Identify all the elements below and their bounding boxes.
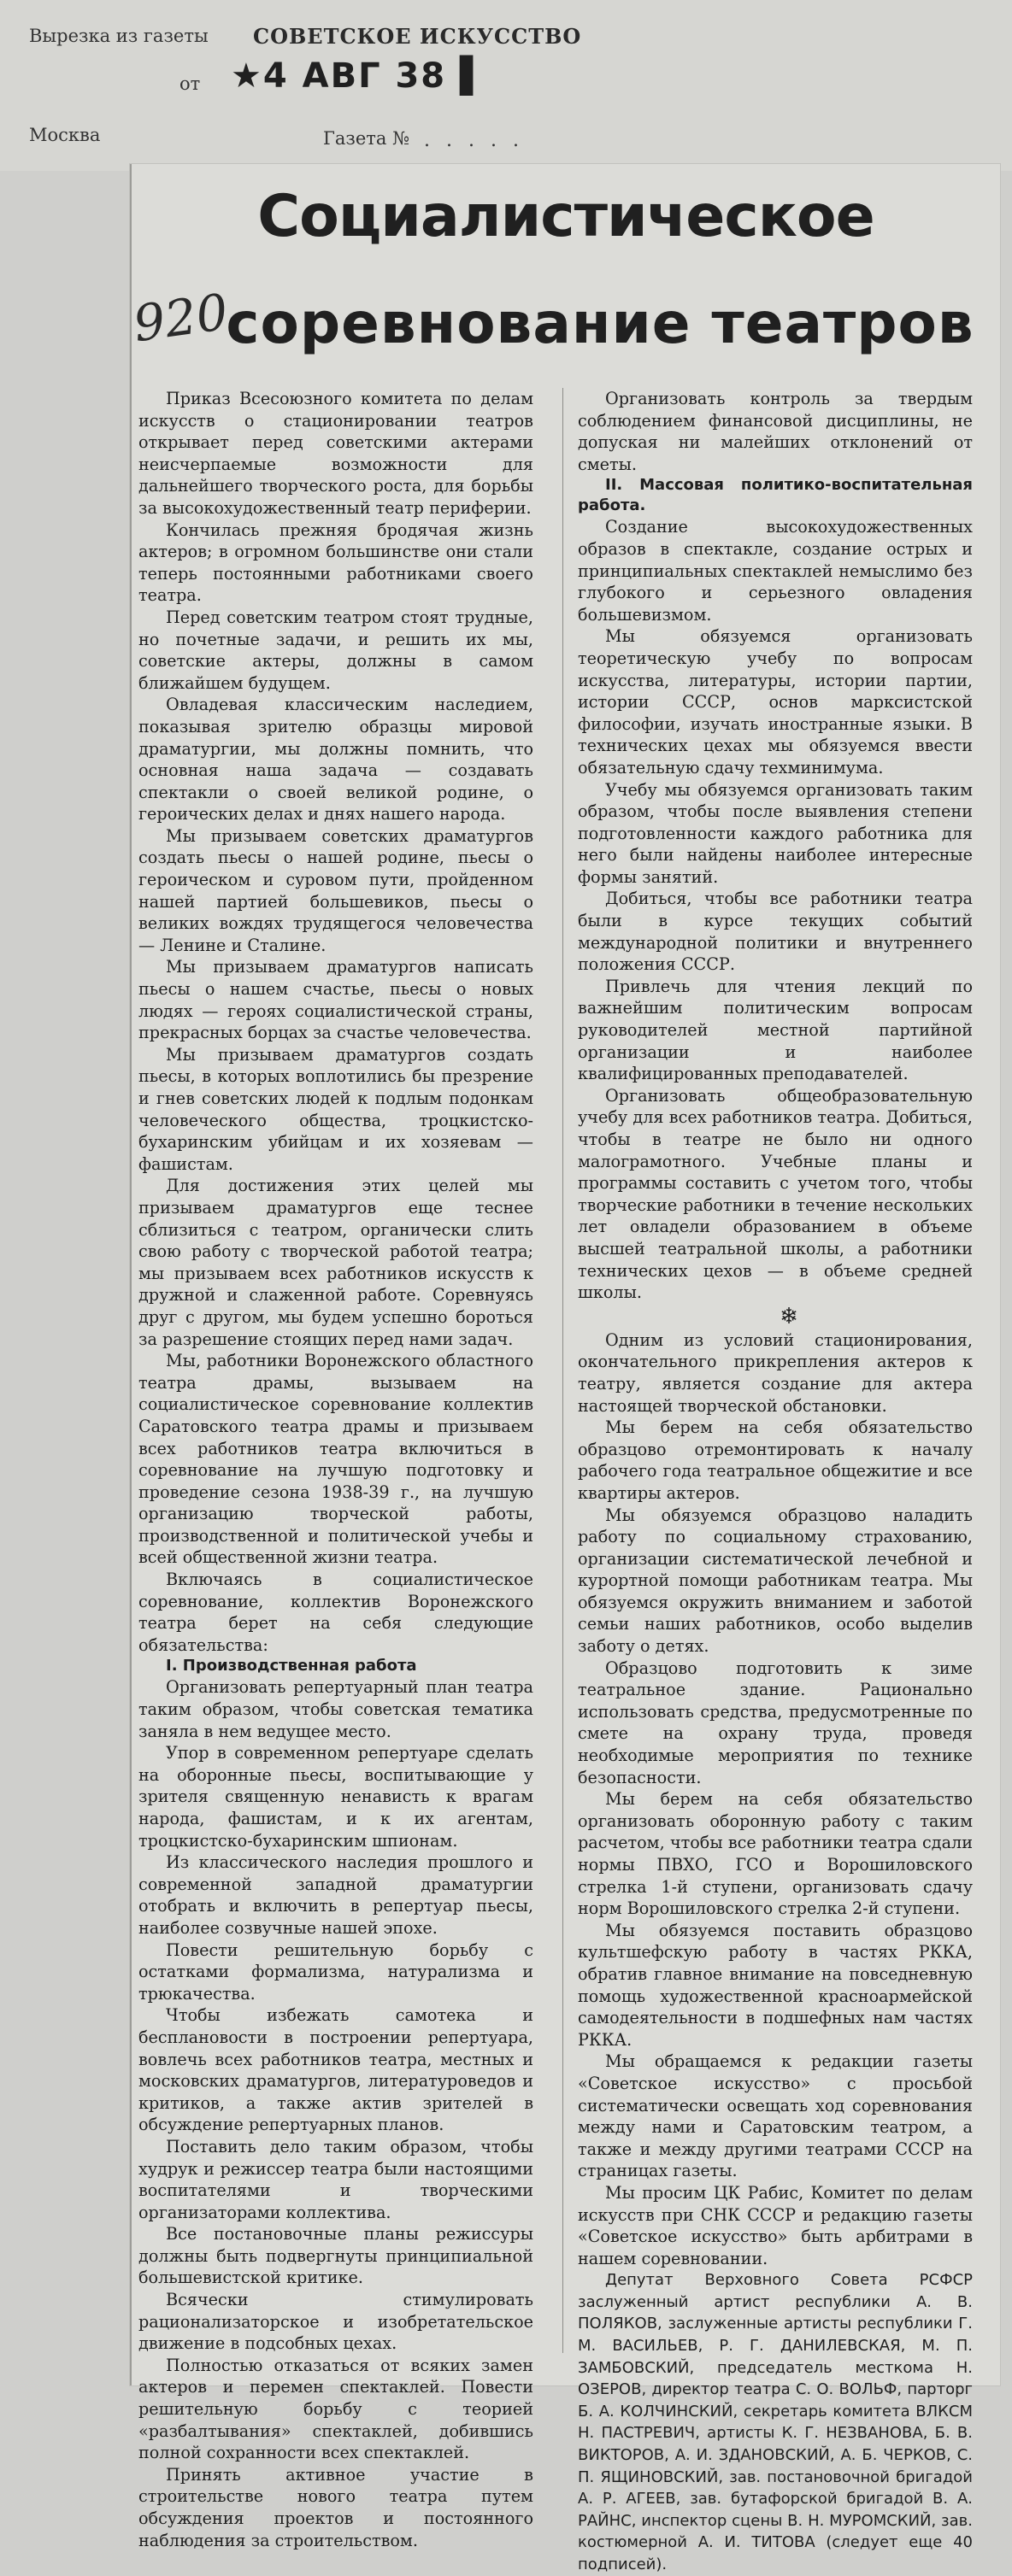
stamp-star-icon: ★ xyxy=(231,56,263,96)
paragraph: Мы призываем советских драматургов создать пьесы о нашей родине, пьесы о героическом и суровом пути, пройденном нашей партией большевиков, пьесы о великих вождях трудящегося человечества — Ленине и Сталине. xyxy=(138,825,533,955)
paragraph: Мы, работники Воронежского областного театра драмы, вызываем на социалистическое соревнование коллектив Саратовского театра драмы и призываем всех работников театра включиться в соревнование на лучшую подготовку и проведение сезона 1938-39 г., на лучшую организацию творческой работы, производственной и политической учебы и всей общественной жизни театра. xyxy=(138,1351,533,1568)
paragraph: Перед советским театром стоят трудные, но почетные задачи, и решить их мы, советские актеры, должны в самом ближайшем будущем. xyxy=(138,607,533,693)
paragraph: Приказ Всесоюзного комитета по делам искусств о стационировании театров открывает перед советскими актерами неисчерпаемые возможности для дальнейшего творческого роста, для борьбы за высокохудожественный театр периферии. xyxy=(138,389,533,518)
article-column-left xyxy=(138,388,533,2551)
paragraph: Мы берем на себя обязательство организовать оборонную работу с таким расчетом, чтобы все работники театра сдали нормы ПВХО, ГСО и Ворошиловского стрелка 1-й ступени, организовать сдачу норм Ворошиловского стрелка 2-й ступени. xyxy=(578,1789,973,1919)
newspaper-name: СОВЕТСКОЕ ИСКУССТВО xyxy=(253,24,582,49)
city: Москва xyxy=(29,125,101,145)
snowflake-divider-icon: ❄ xyxy=(780,1303,798,1329)
paragraph: Упор в современном репертуаре сделать на оборонные пьесы, воспитывающие у зрителя священную ненависть к врагам народа, фашистам, и к их агентам, троцкистско-бухаринским шпионам. xyxy=(138,1743,533,1851)
paragraph: Овладевая классическим наследием, показывая зрителю образцы мировой драматургии, мы должны помнить, что основная наша задача — создавать спектакли о своей великой родине, о героических делах и днях нашего народа. xyxy=(138,695,533,824)
paragraph: Привлечь для чтения лекций по важнейшим политическим вопросам руководителей местной партийной организации и наиболее квалифицированных преподавателей. xyxy=(578,976,973,1084)
paragraph: Мы берем на себя обязательство образцово отремонтировать к началу рабочего года театральное общежитие и все квартиры актеров. xyxy=(578,1417,973,1503)
paragraph: Добиться, чтобы все работники театра были в курсе текущих событий международной политики и внутреннего положения СССР. xyxy=(578,889,973,975)
paragraph: Образцово подготовить к зиме театральное здание. Рационально использовать средства, предусмотренные по смете на охрану труда, проведя необходимые мероприятия по технике безопасности. xyxy=(578,1658,973,1787)
paragraph: Мы обязуемся организовать теоретическую учебу по вопросам искусства, литературы, истории партии, истории СССР, основ марксистской философии, изучать иностранные языки. В технических цехах мы обязуемся ввести обязательную сдачу техминимума. xyxy=(578,626,973,777)
label-clipping: Вырезка из газеты xyxy=(29,26,209,46)
paragraph: Повести решительную борьбу с остатками формализма, натурализма и трюкачества. xyxy=(138,1939,533,2004)
paragraph: Организовать репертуарный план театра таким образом, чтобы советская тематика заняла в нем ведущее место. xyxy=(138,1677,533,1741)
paragraph: Принять активное участие в строительстве нового театра путем обсуждения проектов и постоянного наблюдения за строительством. xyxy=(138,2464,533,2550)
headline-line2: соревнование театров xyxy=(226,290,974,356)
paragraph: Создание высокохудожественных образов в спектакле, создание острых и принципиальных спектаклей немыслимо без глубокого и серьезного овладения большевизмом. xyxy=(578,517,973,625)
paragraph: Мы призываем драматургов создать пьесы, в которых воплотились бы презрение и гнев советских людей к подлым подонкам человеческого общества, троцкистско-бухаринским убийцам и их хозяевам — фашистам. xyxy=(138,1044,533,1174)
label-newspaper-no: Газета № xyxy=(323,128,409,149)
signatories: Депутат Верховного Совета РСФСР заслуженный артист республики А. В. ПОЛЯКОВ, заслуженные артисты республики Г. М. ВАСИЛЬЕВ, Р. Г. ДАНИЛЕВСКАЯ, М. П. ЗАМБОВСКИЙ, председатель месткома Н. ОЗЕРОВ, директор театра С. О. ВОЛЬФ, парторг Б. А. КОЛЧИНСКИЙ, секретарь комитета ВЛКСМ Н. ПАСТРЕВИЧ, артисты К. Г. НЕЗВАНОВА, Б. В. ВИКТОРОВ, А. И. ЗДАНОВСКИЙ, А. Б. ЧЕРКОВ, С. П. ЯЩИНОВСКИЙ, зав. постановочной бригадой А. Р. АГЕЕВ, зав. бутафорской бригадой В. А. РАЙНС, инспектор сцены В. Н. МУРОМСКИЙ, зав. костюмерной А. И. ТИТОВА (следует еще 40 подписей). xyxy=(578,2271,973,2573)
paragraph: Поставить дело таким образом, чтобы худрук и режиссер театра были настоящими воспитателями и творческими организаторами коллектива. xyxy=(138,2136,533,2222)
paragraph: Мы призываем драматургов написать пьесы о нашем счастье, пьесы о новых людях — героях социалистической страны, прекрасных борцах за счастье человечества. xyxy=(138,957,533,1043)
paragraph: Все постановочные планы режиссуры должны быть подвергнуты принципиальной большевистской критике. xyxy=(138,2224,533,2288)
section-heading: I. Производственная работа xyxy=(166,1657,417,1675)
paragraph: Организовать контроль за твердым соблюдением финансовой дисциплины, не допуская ни малейших отклонений от сметы. xyxy=(578,389,973,474)
date-stamp-text: 4 АВГ 38 xyxy=(262,56,447,96)
section-heading: II. Массовая политико-воспитательная работа. xyxy=(578,476,973,515)
paragraph: Одним из условий стационирования, окончательного прикрепления актеров к театру, является создание для актера настоящей творческой обстановки. xyxy=(578,1329,973,1416)
newspaper-no: . . . . . xyxy=(424,130,524,151)
paragraph: Мы обращаемся к редакции газеты «Советское искусство» с просьбой систематически освещать ход соревнования между нами и Саратовским театром, а также и между другими театрами СССР на страницах газеты. xyxy=(578,2051,973,2181)
paragraph: Для достижения этих целей мы призываем драматургов еще теснее сблизиться с театром, органически слить свою работу с творческой работой театра; мы призываем всех работников искусств к дружной и слаженной работе. Соревнуясь друг с другом, мы будем успешно бороться за разрешение стоящих перед нами задач. xyxy=(138,1176,533,1349)
paragraph: Полностью отказаться от всяких замен актеров и перемен спектаклей. Повести решительную борьбу с теорией «разбалтывания» спектаклей, добившись полной сохранности всех спектаклей. xyxy=(138,2355,533,2463)
newspaper-clipping xyxy=(129,164,1000,2573)
stamp-bar-icon: ▌ xyxy=(446,56,488,96)
paragraph: Мы обязуемся поставить образцово культшефскую работу в частях РККА, обратив главное внимание на повседневную помощь художественной красноармейской самодеятельности в подшефных нам частях РККА. xyxy=(578,1920,973,2050)
label-from: от xyxy=(179,73,201,94)
paragraph: Мы просим ЦК Рабис, Комитет по делам искусств при СНК СССР и редакцию газеты «Советское искусство» быть арбитрами в нашем соревновании. xyxy=(578,2182,973,2268)
clipping-slip xyxy=(0,0,1012,171)
paragraph: Из классического наследия прошлого и современной западной драматургии отобрать и включить в репертуар пьесы, наиболее созвучные нашей эпохе. xyxy=(138,1852,533,1938)
paragraph: Учебу мы обязуемся организовать таким образом, чтобы после выявления степени подготовленности каждого работника для него были найдены наиболее интересные формы занятий. xyxy=(578,779,973,887)
paragraph: Чтобы избежать самотека и бесплановости в построении репертуара, вовлечь всех работников театра, местных и московских драматургов, литературоведов и критиков, а также актив зрителей в обсуждение репертуарных планов. xyxy=(138,2005,533,2135)
paragraph: Мы обязуемся образцово наладить работу по социальному страхованию, организации систематической лечебной и курортной помощи работникам театра. Мы обязуемся окружить вниманием и заботой семьи наших работников, особо выделив заботу о детях. xyxy=(578,1505,973,1657)
paragraph: Кончилась прежняя бродячая жизнь актеров; в огромном большинстве они стали теперь постоянными работниками своего театра. xyxy=(138,519,533,606)
paragraph: Всячески стимулировать рационализаторское и изобретательское движение в подсобных цехах. xyxy=(138,2290,533,2354)
date-stamp xyxy=(231,56,488,96)
column-divider xyxy=(562,388,563,2353)
handwritten-number: 920 xyxy=(129,282,232,354)
paragraph: Включаясь в социалистическое соревнование, коллектив Воронежского театра берет на себя следующие обязательства: xyxy=(138,1570,533,1655)
paragraph: Организовать общеобразовательную учебу для всех работников театра. Добиться, чтобы в театре не было ни одного малограмотного. Учебные планы и программы составить с учетом того, чтобы творческие работники в течение нескольких лет овладели образованием в объеме высшей театральной школы, а работники технических цехов — в объеме средней школы. xyxy=(578,1085,973,1303)
headline-line1: Социалистическое xyxy=(257,183,874,250)
article-column-right xyxy=(578,388,973,2576)
